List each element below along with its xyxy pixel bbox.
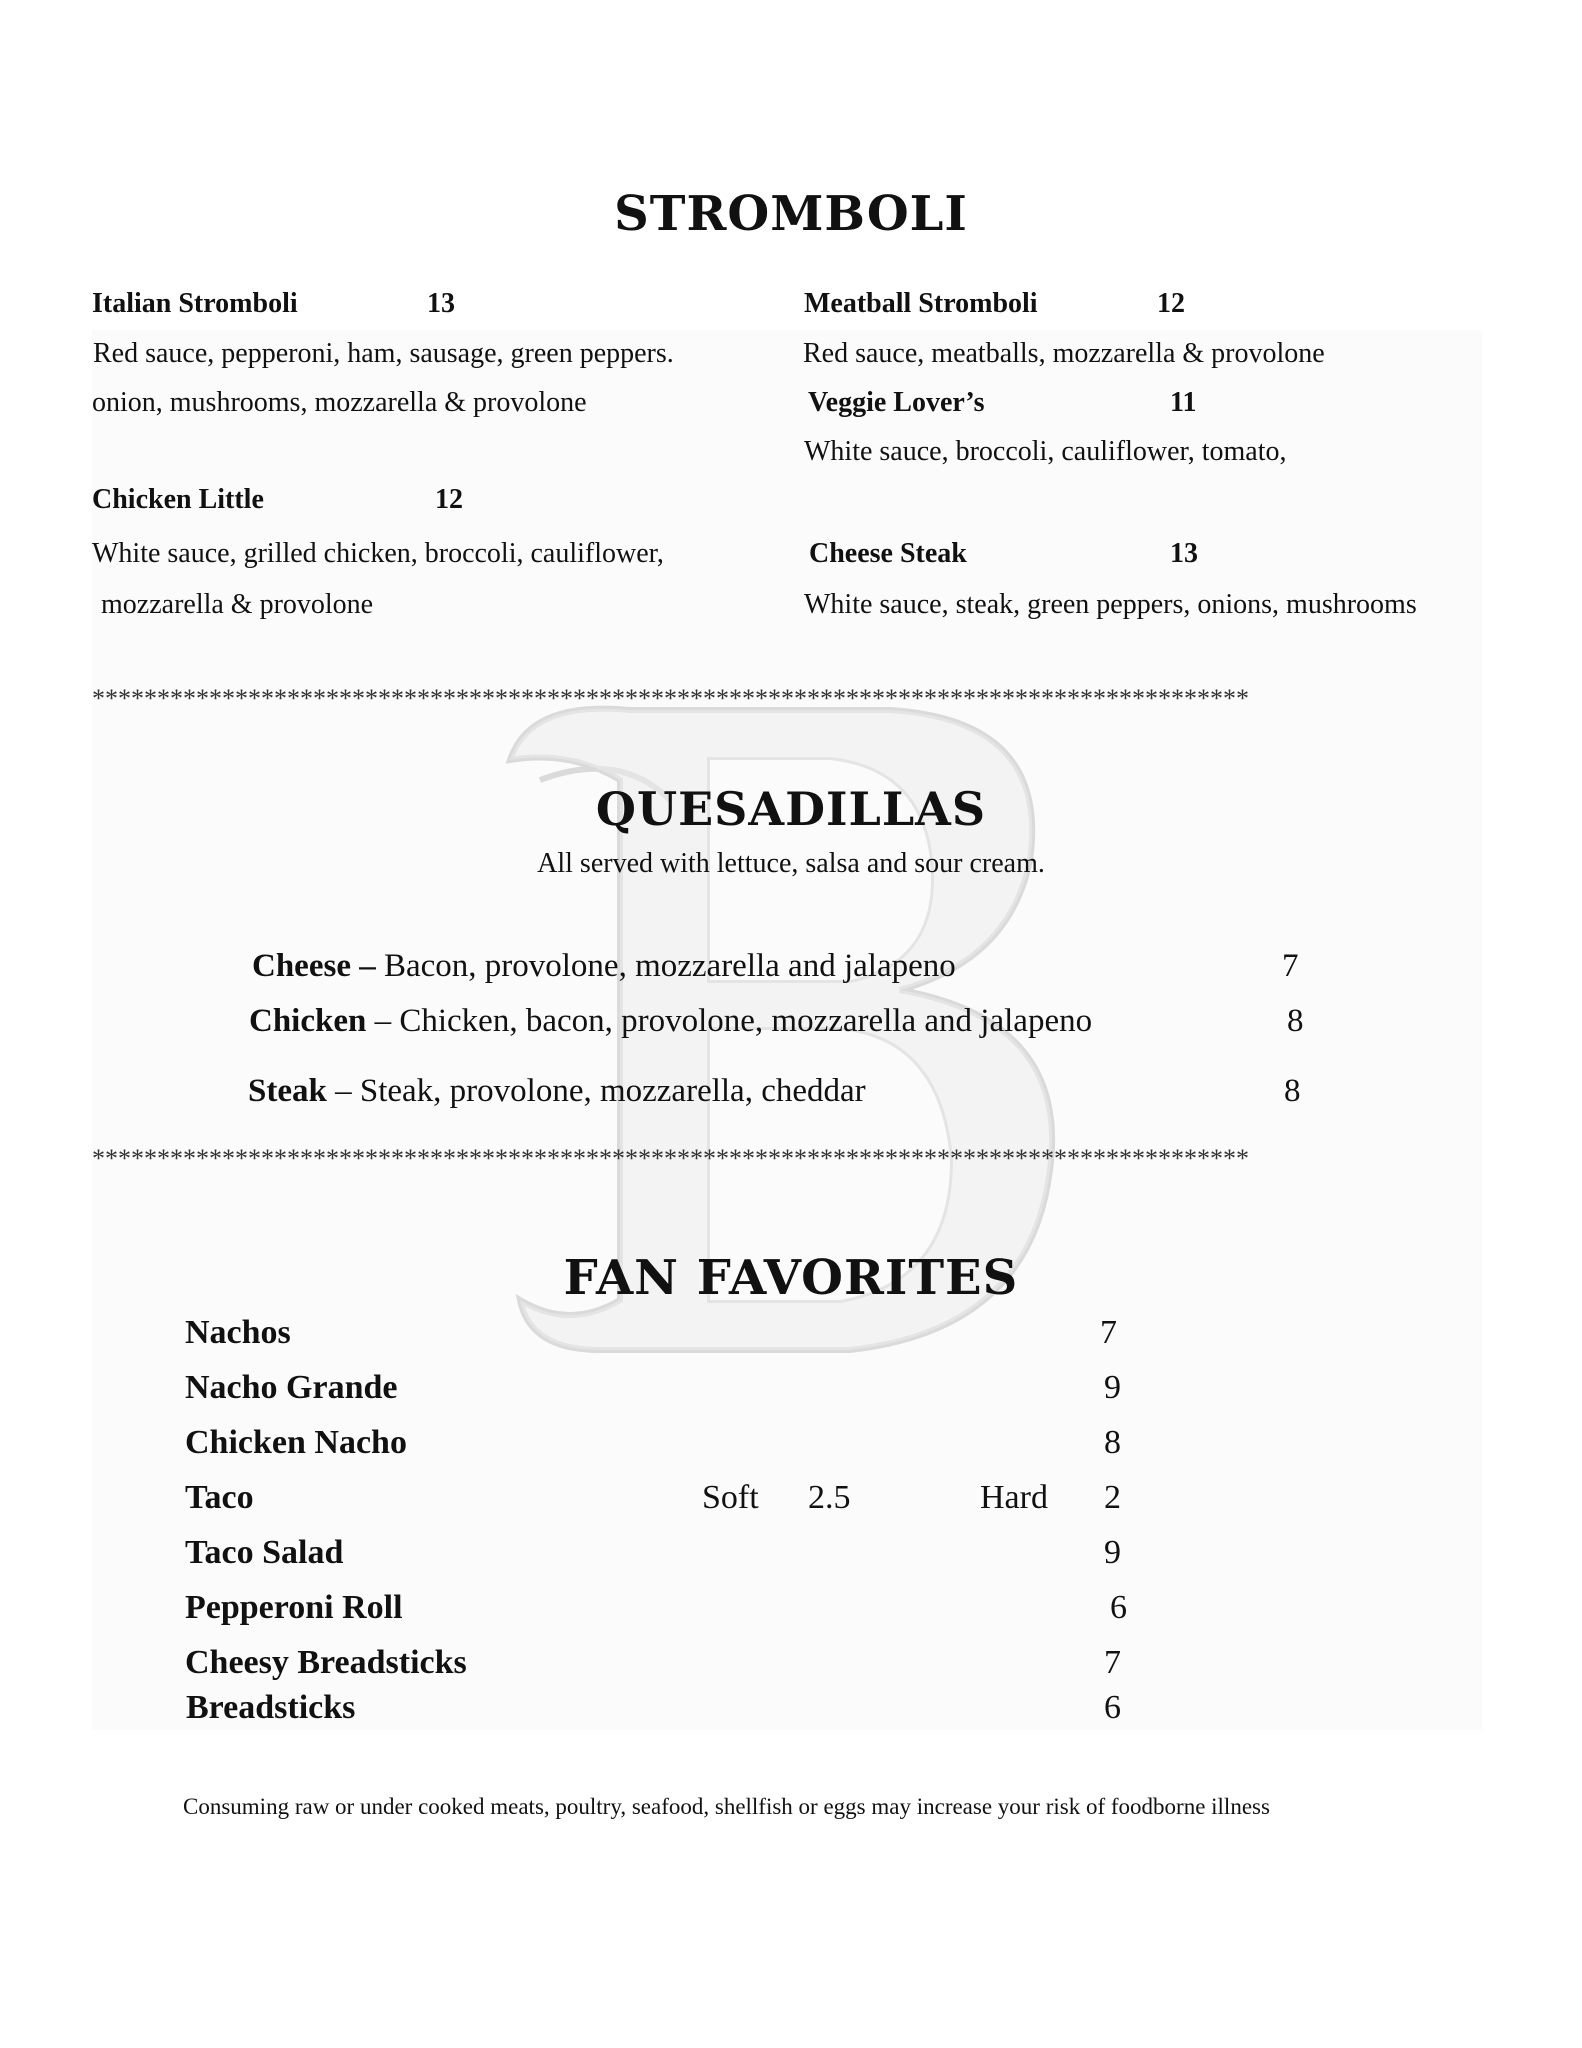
chicken-little-name: Chicken Little [92, 484, 264, 515]
quesadilla-chicken-desc: – Chicken, bacon, provolone, mozzarella and jalapeno [366, 1003, 1093, 1039]
quesadilla-cheese-desc: Bacon, provolone, mozzarella and jalapeno [375, 948, 956, 984]
divider-stars-2: ***************************************************************************************** [92, 1144, 1249, 1173]
veggie-lovers-name: Veggie Lover’s [808, 387, 985, 418]
quesadilla-steak-desc: – Steak, provolone, mozzarella, cheddar [326, 1073, 866, 1109]
breadsticks-price: 6 [1104, 1689, 1121, 1726]
pepperoni-roll-price: 6 [1110, 1589, 1127, 1626]
taco-soft-price: 2.5 [808, 1479, 851, 1516]
meatball-stromboli-name: Meatball Stromboli [804, 288, 1038, 319]
quesadilla-steak-price: 8 [1284, 1073, 1301, 1109]
quesadilla-steak-name: Steak [248, 1073, 327, 1109]
taco-hard-price: 2 [1104, 1479, 1121, 1516]
taco-hard-label: Hard [980, 1479, 1048, 1516]
chicken-nacho-price: 8 [1104, 1424, 1121, 1461]
divider-stars-1: ***************************************************************************************** [92, 684, 1249, 713]
quesadilla-cheese-name: Cheese – [252, 948, 376, 984]
quesadilla-cheese-price: 7 [1282, 948, 1299, 984]
italian-stromboli-desc-line1: Red sauce, pepperoni, ham, sausage, green peppers. [93, 338, 674, 369]
cheesy-breadsticks-price: 7 [1104, 1644, 1121, 1681]
nacho-grande-name: Nacho Grande [185, 1369, 398, 1406]
quesadilla-cheese [252, 948, 956, 985]
quesadilla-chicken [249, 1003, 1092, 1040]
taco-name: Taco [185, 1479, 254, 1516]
stromboli-title: STROMBOLI [614, 186, 968, 242]
foodborne-illness-disclaimer: Consuming raw or under cooked meats, poultry, seafood, shellfish or eggs may increase your risk of foodborne illness [183, 1794, 1270, 1819]
taco-salad-name: Taco Salad [185, 1534, 344, 1571]
italian-stromboli-name: Italian Stromboli [92, 288, 298, 319]
veggie-lovers-desc: White sauce, broccoli, cauliflower, tomato, [804, 436, 1287, 467]
quesadillas-subtitle: All served with lettuce, salsa and sour cream. [537, 848, 1045, 879]
quesadillas-title: QUESADILLAS [595, 782, 987, 836]
cheesy-breadsticks-name: Cheesy Breadsticks [185, 1644, 467, 1681]
chicken-little-price: 12 [435, 484, 463, 515]
cheese-steak-name: Cheese Steak [809, 538, 967, 569]
nacho-grande-price: 9 [1104, 1369, 1121, 1406]
taco-soft-label: Soft [702, 1479, 759, 1516]
breadsticks-name: Breadsticks [186, 1689, 356, 1726]
quesadilla-chicken-name: Chicken [249, 1003, 367, 1039]
veggie-lovers-price: 11 [1170, 387, 1197, 418]
chicken-nacho-name: Chicken Nacho [185, 1424, 407, 1461]
cheese-steak-price: 13 [1170, 538, 1198, 569]
taco-salad-price: 9 [1104, 1534, 1121, 1571]
italian-stromboli-desc-line2: onion, mushrooms, mozzarella & provolone [92, 387, 587, 418]
cheese-steak-desc: White sauce, steak, green peppers, onions, mushrooms [804, 589, 1417, 620]
chicken-little-desc-line1: White sauce, grilled chicken, broccoli, cauliflower, [92, 538, 664, 569]
meatball-stromboli-price: 12 [1157, 288, 1185, 319]
quesadilla-steak [248, 1073, 866, 1110]
nachos-price: 7 [1100, 1314, 1117, 1351]
meatball-stromboli-desc: Red sauce, meatballs, mozzarella & provolone [803, 338, 1325, 369]
pepperoni-roll-name: Pepperoni Roll [185, 1589, 403, 1626]
chicken-little-desc-line2: mozzarella & provolone [101, 589, 374, 620]
italian-stromboli-price: 13 [427, 288, 455, 319]
nachos-name: Nachos [185, 1314, 291, 1351]
quesadilla-chicken-price: 8 [1287, 1003, 1304, 1039]
fan-favorites-title: FAN FAVORITES [563, 1250, 1019, 1306]
